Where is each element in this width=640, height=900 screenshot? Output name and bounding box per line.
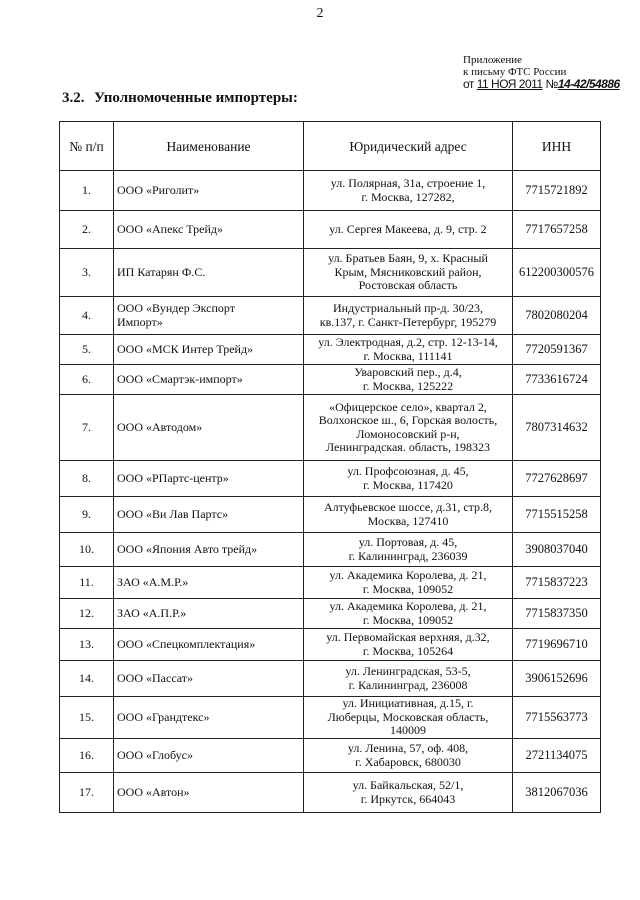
legal-address-cell — [304, 629, 513, 661]
inn-cell: 7807314632 — [513, 395, 601, 461]
legal-address-cell-line: ул. Академика Королева, д. 21, — [329, 599, 487, 613]
legal-address-cell-line: ул. Профсоюзная, д. 45, — [347, 464, 469, 478]
legal-address-cell-line: ул. Инициативная, д.15, г. — [342, 696, 474, 711]
header-name: Наименование — [114, 122, 304, 171]
legal-address-cell-line: ул. Сергея Макеева, д. 9, стр. 2 — [329, 221, 487, 236]
inn-cell: 7715721892 — [513, 171, 601, 211]
legal-address-cell-line: г. Москва, 125222 — [362, 378, 454, 393]
legal-address-cell — [304, 567, 513, 599]
legal-address-cell — [304, 297, 513, 335]
company-name-cell-line: Импорт» — [117, 314, 163, 329]
company-name-cell — [114, 599, 304, 629]
company-name-cell — [114, 773, 304, 813]
table-row — [60, 533, 601, 567]
letter-number: 14-42/54886 — [557, 77, 620, 91]
legal-address-cell-line: Ленинградская. область, 198323 — [326, 440, 490, 454]
company-name-cell-line: ООО «Автодом» — [117, 419, 203, 434]
inn-cell: 3812067036 — [513, 773, 601, 813]
table-row — [60, 661, 601, 697]
row-number-cell: 9. — [60, 497, 114, 533]
appendix-title: Приложение — [463, 54, 523, 66]
legal-address-cell-line: кв.137, г. Санкт-Петербург, 195279 — [319, 314, 497, 329]
legal-address-cell — [304, 497, 513, 533]
legal-address-cell-line: ул. Академика Королева, д. 21, — [329, 568, 487, 582]
company-name-cell — [114, 629, 304, 661]
header-address: Юридический адрес — [304, 122, 513, 171]
section-number: 3.2. — [62, 90, 85, 106]
row-number-cell: 3. — [60, 249, 114, 297]
company-name-cell — [114, 661, 304, 697]
company-name-cell — [114, 497, 304, 533]
legal-address-cell-line: Индустриальный пр-д. 30/23, — [333, 301, 483, 315]
number-sign: № — [545, 77, 558, 91]
legal-address-cell — [304, 171, 513, 211]
company-name-cell-line: ООО «РПартс-центр» — [117, 470, 229, 485]
inn-cell: 7802080204 — [513, 297, 601, 335]
company-name-cell — [114, 297, 304, 335]
company-name-cell — [114, 533, 304, 567]
legal-address-cell-line: г. Москва, 109052 — [362, 581, 454, 596]
table-row — [60, 697, 601, 739]
legal-address-cell-line: Ломоносовский р-н, — [356, 426, 460, 441]
row-number-cell: 2. — [60, 211, 114, 249]
row-number-cell: 8. — [60, 461, 114, 497]
section-heading — [62, 90, 298, 107]
page-number: 2 — [316, 6, 324, 21]
table-row — [60, 365, 601, 395]
legal-address-cell-line: г. Калининград, 236008 — [348, 677, 468, 692]
company-name-cell-line: ООО «Глобус» — [117, 747, 193, 762]
company-name-cell-line: ИП Катарян Ф.С. — [117, 264, 206, 279]
legal-address-cell-line: Алтуфьевское шоссе, д.31, стр.8, — [323, 500, 493, 514]
legal-address-cell — [304, 533, 513, 567]
company-name-cell-line: ООО «Спецкомплектация» — [117, 636, 256, 651]
legal-address-cell — [304, 335, 513, 365]
legal-address-cell-line: Волхонское ш., 6, Горская волость, — [318, 413, 498, 427]
company-name-cell-line: ООО «Вундер Экспорт — [117, 301, 235, 315]
company-name-cell-line: ЗАО «А.М.Р.» — [117, 574, 189, 589]
company-name-cell — [114, 211, 304, 249]
table-row — [60, 599, 601, 629]
inn-cell: 2721134075 — [513, 739, 601, 773]
legal-address-cell-line: ул. Братьев Баян, 9, х. Красный — [328, 251, 488, 266]
row-number-cell: 6. — [60, 365, 114, 395]
legal-address-cell-line: ул. Портовая, д. 45, — [358, 535, 458, 549]
appendix-letter-ref: к письму ФТС России — [463, 66, 567, 78]
row-number-cell: 7. — [60, 395, 114, 461]
table-row — [60, 567, 601, 599]
company-name-cell-line: ООО «Пассат» — [117, 670, 194, 685]
appendix-note — [463, 54, 638, 90]
company-name-cell — [114, 739, 304, 773]
row-number-cell: 14. — [60, 661, 114, 697]
table-row — [60, 497, 601, 533]
inn-cell: 7733616724 — [513, 365, 601, 395]
row-number-cell: 5. — [60, 335, 114, 365]
legal-address-cell — [304, 365, 513, 395]
company-name-cell-line: ООО «Смартэк-импорт» — [117, 371, 243, 386]
table-row — [60, 335, 601, 365]
legal-address-cell — [304, 395, 513, 461]
row-number-cell: 11. — [60, 567, 114, 599]
legal-address-cell — [304, 697, 513, 739]
row-number-cell: 10. — [60, 533, 114, 567]
legal-address-cell-line: ул. Ленина, 57, оф. 408, — [347, 741, 469, 755]
importers-table — [59, 121, 601, 813]
table-row — [60, 297, 601, 335]
row-number-cell: 1. — [60, 171, 114, 211]
table-row — [60, 171, 601, 211]
legal-address-cell-line: Крым, Мясниковский район, — [334, 264, 482, 279]
inn-cell: 612200300576 — [513, 249, 601, 297]
section-title: Уполномоченные импортеры: — [94, 90, 298, 106]
row-number-cell: 13. — [60, 629, 114, 661]
table-row — [60, 249, 601, 297]
company-name-cell-line: ООО «Грандтекс» — [117, 709, 210, 724]
legal-address-cell-line: Москва, 127410 — [367, 513, 449, 528]
table-header-row — [60, 122, 601, 171]
legal-address-cell-line: ул. Первомайская верхняя, д.32, — [326, 630, 490, 644]
row-number-cell: 4. — [60, 297, 114, 335]
inn-cell: 7715837223 — [513, 567, 601, 599]
legal-address-cell-line: Люберцы, Московская область, — [327, 709, 489, 724]
legal-address-cell — [304, 739, 513, 773]
company-name-cell — [114, 395, 304, 461]
table-row — [60, 629, 601, 661]
row-number-cell: 12. — [60, 599, 114, 629]
legal-address-cell-line: г. Калининград, 236039 — [348, 548, 468, 563]
company-name-cell — [114, 461, 304, 497]
legal-address-cell — [304, 211, 513, 249]
inn-cell: 3906152696 — [513, 661, 601, 697]
legal-address-cell-line: г. Москва, 117420 — [363, 477, 453, 492]
legal-address-cell-line: ул. Полярная, 31а, строение 1, — [330, 176, 486, 190]
letter-date-stamp — [463, 78, 638, 90]
header-inn: ИНН — [513, 122, 601, 171]
inn-cell: 7727628697 — [513, 461, 601, 497]
legal-address-cell — [304, 249, 513, 297]
legal-address-cell-line: ул. Электродная, д.2, стр. 12-13-14, — [318, 335, 498, 349]
row-number-cell: 16. — [60, 739, 114, 773]
table-row — [60, 461, 601, 497]
company-name-cell-line: ООО «Япония Авто трейд» — [117, 541, 258, 556]
legal-address-cell-line: «Офицерское село», квартал 2, — [329, 399, 487, 414]
legal-address-cell — [304, 661, 513, 697]
row-number-cell: 15. — [60, 697, 114, 739]
company-name-cell — [114, 365, 304, 395]
legal-address-cell — [304, 599, 513, 629]
legal-address-cell-line: г. Иркутск, 664043 — [360, 791, 456, 806]
legal-address-cell-line: г. Москва, 111141 — [363, 348, 453, 363]
legal-address-cell-line: Ростовская область — [358, 278, 458, 293]
company-name-cell — [114, 171, 304, 211]
company-name-cell — [114, 697, 304, 739]
company-name-cell-line: ООО «Ви Лав Партс» — [117, 506, 229, 521]
inn-cell: 7717657258 — [513, 211, 601, 249]
legal-address-cell-line: ул. Байкальская, 52/1, — [352, 778, 464, 792]
inn-cell: 3908037040 — [513, 533, 601, 567]
row-number-cell: 17. — [60, 773, 114, 813]
company-name-cell-line: ООО «Автон» — [117, 784, 190, 799]
inn-cell: 7720591367 — [513, 335, 601, 365]
legal-address-cell-line: Уваровский пер., д.4, — [354, 365, 462, 379]
legal-address-cell-line: г. Москва, 127282, — [361, 189, 455, 204]
table-body — [60, 171, 601, 813]
company-name-cell-line: ООО «Апекс Трейд» — [117, 221, 223, 236]
legal-address-cell — [304, 773, 513, 813]
table-row — [60, 739, 601, 773]
company-name-cell — [114, 567, 304, 599]
legal-address-cell — [304, 461, 513, 497]
inn-cell: 7715515258 — [513, 497, 601, 533]
company-name-cell — [114, 335, 304, 365]
company-name-cell — [114, 249, 304, 297]
legal-address-cell-line: г. Хабаровск, 680030 — [355, 754, 461, 769]
company-name-cell-line: ООО «МСК Интер Трейд» — [117, 341, 254, 356]
header-number: № п/п — [60, 122, 114, 171]
company-name-cell-line: ООО «Риголит» — [117, 182, 200, 197]
legal-address-cell-line: г. Москва, 109052 — [362, 612, 454, 627]
date-prefix: от — [463, 77, 474, 91]
legal-address-cell-line: ул. Ленинградская, 53-5, — [345, 664, 471, 678]
legal-address-cell-line: 140009 — [390, 723, 426, 738]
legal-address-cell-line: г. Москва, 105264 — [362, 643, 454, 658]
table-row — [60, 211, 601, 249]
inn-cell: 7715563773 — [513, 697, 601, 739]
table-row — [60, 395, 601, 461]
inn-cell: 7719696710 — [513, 629, 601, 661]
letter-date: 11 НОЯ 2011 — [476, 77, 543, 91]
inn-cell: 7715837350 — [513, 599, 601, 629]
company-name-cell-line: ЗАО «А.П.Р.» — [117, 605, 187, 620]
table-row — [60, 773, 601, 813]
